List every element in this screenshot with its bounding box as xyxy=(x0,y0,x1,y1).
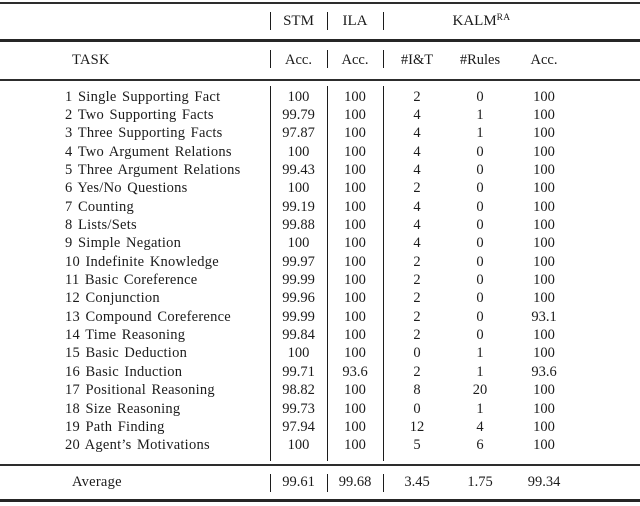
group-header-kalm xyxy=(383,13,580,30)
rule-below-column-header xyxy=(0,79,640,81)
group-header-stm: STM xyxy=(283,13,314,29)
kalm-acc-cell: 100 xyxy=(533,107,555,124)
table-row xyxy=(0,143,640,161)
kalm-rules-cell: 1 xyxy=(476,345,484,362)
stm-acc-cell: 100 xyxy=(287,88,310,105)
average-kalm-rules: 1.75 xyxy=(467,474,493,490)
table-row xyxy=(0,437,640,455)
kalm-rules-cell: 0 xyxy=(476,272,484,289)
kalm-rules-cell: 0 xyxy=(476,290,484,307)
stm-acc-cell: 99.73 xyxy=(282,400,315,417)
kalm-iandt-cell: 4 xyxy=(413,162,421,179)
column-header-kalm-acc: Acc. xyxy=(530,52,558,68)
ila-acc-cell: 100 xyxy=(344,400,366,417)
kalm-acc-cell: 100 xyxy=(533,198,555,215)
task-cell: 6 Yes/No Questions xyxy=(65,180,188,197)
table-row xyxy=(0,400,640,418)
task-cell: 1 Single Supporting Fact xyxy=(65,88,221,105)
kalm-iandt-cell: 2 xyxy=(413,180,421,197)
kalm-iandt-cell: 4 xyxy=(413,217,421,234)
table-row xyxy=(0,180,640,198)
stm-acc-cell: 100 xyxy=(287,345,310,362)
stm-acc-cell: 99.88 xyxy=(282,217,315,234)
table-row xyxy=(0,363,640,381)
kalm-iandt-cell: 2 xyxy=(413,88,421,105)
table-row xyxy=(0,88,640,106)
table-row xyxy=(0,216,640,234)
ila-acc-cell: 100 xyxy=(344,382,366,399)
ila-acc-cell: 100 xyxy=(344,107,366,124)
kalm-rules-cell: 20 xyxy=(472,382,488,399)
group-header-row xyxy=(0,4,640,39)
kalm-iandt-cell: 2 xyxy=(413,363,421,380)
task-cell: 16 Basic Induction xyxy=(65,363,183,380)
table-row xyxy=(0,106,640,124)
kalm-iandt-cell: 4 xyxy=(413,235,421,252)
kalm-iandt-cell: 5 xyxy=(413,437,421,454)
task-cell: 4 Two Argument Relations xyxy=(65,143,232,160)
kalm-rules-cell: 0 xyxy=(476,217,484,234)
ila-acc-cell: 100 xyxy=(344,308,366,325)
kalm-rules-cell: 6 xyxy=(476,437,484,454)
ila-acc-cell: 100 xyxy=(344,180,366,197)
table-row xyxy=(0,326,640,344)
ila-acc-cell: 100 xyxy=(344,327,366,344)
ila-acc-cell: 100 xyxy=(344,88,366,105)
stm-acc-cell: 99.84 xyxy=(282,327,315,344)
group-header-ila: ILA xyxy=(342,13,368,29)
average-stm-acc: 99.61 xyxy=(282,474,315,490)
kalm-acc-cell: 100 xyxy=(533,162,555,179)
ila-acc-cell: 100 xyxy=(344,290,366,307)
kalm-rules-cell: 0 xyxy=(476,308,484,325)
kalm-superscript: RA xyxy=(496,13,511,23)
task-cell: 12 Conjunction xyxy=(65,290,160,307)
kalm-acc-cell: 100 xyxy=(533,88,555,105)
kalm-acc-cell: 100 xyxy=(533,345,555,362)
kalm-iandt-cell: 0 xyxy=(413,345,421,362)
stm-acc-cell: 100 xyxy=(287,235,310,252)
kalm-rules-cell: 0 xyxy=(476,162,484,179)
stm-acc-cell: 99.71 xyxy=(282,363,315,380)
stm-acc-cell: 100 xyxy=(287,180,310,197)
column-header-kalm-iandt: #I&T xyxy=(400,52,434,68)
kalm-label: KALM xyxy=(452,13,497,29)
kalm-iandt-cell: 2 xyxy=(413,308,421,325)
stm-acc-cell: 99.79 xyxy=(282,107,315,124)
task-cell: 9 Simple Negation xyxy=(65,235,182,252)
ila-acc-cell: 100 xyxy=(344,235,366,252)
stm-acc-cell: 97.87 xyxy=(282,125,315,142)
table-row xyxy=(0,235,640,253)
task-cell: 14 Time Reasoning xyxy=(65,327,186,344)
kalm-rules-cell: 0 xyxy=(476,88,484,105)
average-label: Average xyxy=(72,474,122,490)
table-row xyxy=(0,345,640,363)
ila-acc-cell: 93.6 xyxy=(342,363,368,380)
task-cell: 17 Positional Reasoning xyxy=(65,382,215,399)
column-header-task: TASK xyxy=(72,52,110,68)
task-cell: 7 Counting xyxy=(65,198,134,215)
task-cell: 5 Three Argument Relations xyxy=(65,162,241,179)
kalm-iandt-cell: 2 xyxy=(413,253,421,270)
kalm-acc-cell: 100 xyxy=(533,253,555,270)
stm-acc-cell: 99.19 xyxy=(282,198,315,215)
kalm-iandt-cell: 4 xyxy=(413,107,421,124)
stm-acc-cell: 98.82 xyxy=(282,382,315,399)
kalm-rules-cell: 1 xyxy=(476,400,484,417)
kalm-iandt-cell: 2 xyxy=(413,327,421,344)
kalm-acc-cell: 100 xyxy=(533,418,555,435)
table-row xyxy=(0,161,640,179)
ila-acc-cell: 100 xyxy=(344,162,366,179)
ila-acc-cell: 100 xyxy=(344,125,366,142)
kalm-acc-cell: 100 xyxy=(533,180,555,197)
kalm-rules-cell: 0 xyxy=(476,198,484,215)
kalm-rules-cell: 4 xyxy=(476,418,484,435)
stm-acc-cell: 100 xyxy=(287,143,310,160)
kalm-acc-cell: 100 xyxy=(533,125,555,142)
ila-acc-cell: 100 xyxy=(344,198,366,215)
kalm-rules-cell: 0 xyxy=(476,180,484,197)
kalm-acc-cell: 100 xyxy=(533,290,555,307)
stm-acc-cell: 100 xyxy=(287,437,310,454)
ila-acc-cell: 100 xyxy=(344,418,366,435)
rule-bottom xyxy=(0,499,640,502)
ila-acc-cell: 100 xyxy=(344,272,366,289)
column-header-kalm-rules: #Rules xyxy=(459,52,501,68)
task-cell: 13 Compound Coreference xyxy=(65,308,231,325)
kalm-rules-cell: 0 xyxy=(476,143,484,160)
task-cell: 3 Three Supporting Facts xyxy=(65,125,223,142)
ila-acc-cell: 100 xyxy=(344,345,366,362)
ila-acc-cell: 100 xyxy=(344,437,366,454)
kalm-rules-cell: 1 xyxy=(476,363,484,380)
task-cell: 15 Basic Deduction xyxy=(65,345,188,362)
kalm-acc-cell: 100 xyxy=(533,437,555,454)
kalm-acc-cell: 100 xyxy=(533,143,555,160)
task-cell: 2 Two Supporting Facts xyxy=(65,107,214,124)
stm-acc-cell: 99.43 xyxy=(282,162,315,179)
kalm-acc-cell: 100 xyxy=(533,400,555,417)
average-ila-acc: 99.68 xyxy=(338,474,372,490)
kalm-iandt-cell: 2 xyxy=(413,272,421,289)
kalm-acc-cell: 93.1 xyxy=(531,308,557,325)
kalm-iandt-cell: 4 xyxy=(413,143,421,160)
kalm-iandt-cell: 4 xyxy=(413,198,421,215)
stm-acc-cell: 99.97 xyxy=(282,253,315,270)
kalm-iandt-cell: 4 xyxy=(413,125,421,142)
task-cell: 19 Path Finding xyxy=(65,418,165,435)
task-cell: 10 Indefinite Knowledge xyxy=(65,253,219,270)
kalm-acc-cell: 93.6 xyxy=(531,363,557,380)
ila-acc-cell: 100 xyxy=(344,253,366,270)
stm-acc-cell: 99.99 xyxy=(282,308,315,325)
kalm-acc-cell: 100 xyxy=(533,217,555,234)
kalm-acc-cell: 100 xyxy=(533,235,555,252)
ila-acc-cell: 100 xyxy=(344,217,366,234)
kalm-acc-cell: 100 xyxy=(533,327,555,344)
table-row xyxy=(0,382,640,400)
kalm-rules-cell: 1 xyxy=(476,125,484,142)
average-kalm-acc: 99.34 xyxy=(527,474,561,490)
column-header-ila-acc: Acc. xyxy=(341,52,369,68)
kalm-rules-cell: 1 xyxy=(476,107,484,124)
kalm-acc-cell: 100 xyxy=(533,272,555,289)
column-header-stm-acc: Acc. xyxy=(285,52,312,68)
ila-acc-cell: 100 xyxy=(344,143,366,160)
table-body xyxy=(0,88,640,455)
table-row xyxy=(0,290,640,308)
table-row xyxy=(0,308,640,326)
table-row xyxy=(0,418,640,436)
task-cell: 18 Size Reasoning xyxy=(65,400,181,417)
table-row xyxy=(0,271,640,289)
table-row xyxy=(0,125,640,143)
kalm-acc-cell: 100 xyxy=(533,382,555,399)
kalm-iandt-cell: 2 xyxy=(413,290,421,307)
average-row xyxy=(0,466,640,499)
table-row xyxy=(0,198,640,216)
task-cell: 8 Lists/Sets xyxy=(65,217,137,234)
task-cell: 11 Basic Coreference xyxy=(65,272,198,289)
kalm-iandt-cell: 12 xyxy=(409,418,425,435)
task-cell: 20 Agent’s Motivations xyxy=(65,437,210,454)
table-row xyxy=(0,253,640,271)
kalm-rules-cell: 0 xyxy=(476,235,484,252)
kalm-rules-cell: 0 xyxy=(476,327,484,344)
kalm-rules-cell: 0 xyxy=(476,253,484,270)
kalm-iandt-cell: 8 xyxy=(413,382,421,399)
column-header-row xyxy=(0,42,640,79)
stm-acc-cell: 99.96 xyxy=(282,290,315,307)
stm-acc-cell: 99.99 xyxy=(282,272,315,289)
stm-acc-cell: 97.94 xyxy=(282,418,315,435)
average-kalm-iandt: 3.45 xyxy=(404,474,430,490)
kalm-iandt-cell: 0 xyxy=(413,400,421,417)
